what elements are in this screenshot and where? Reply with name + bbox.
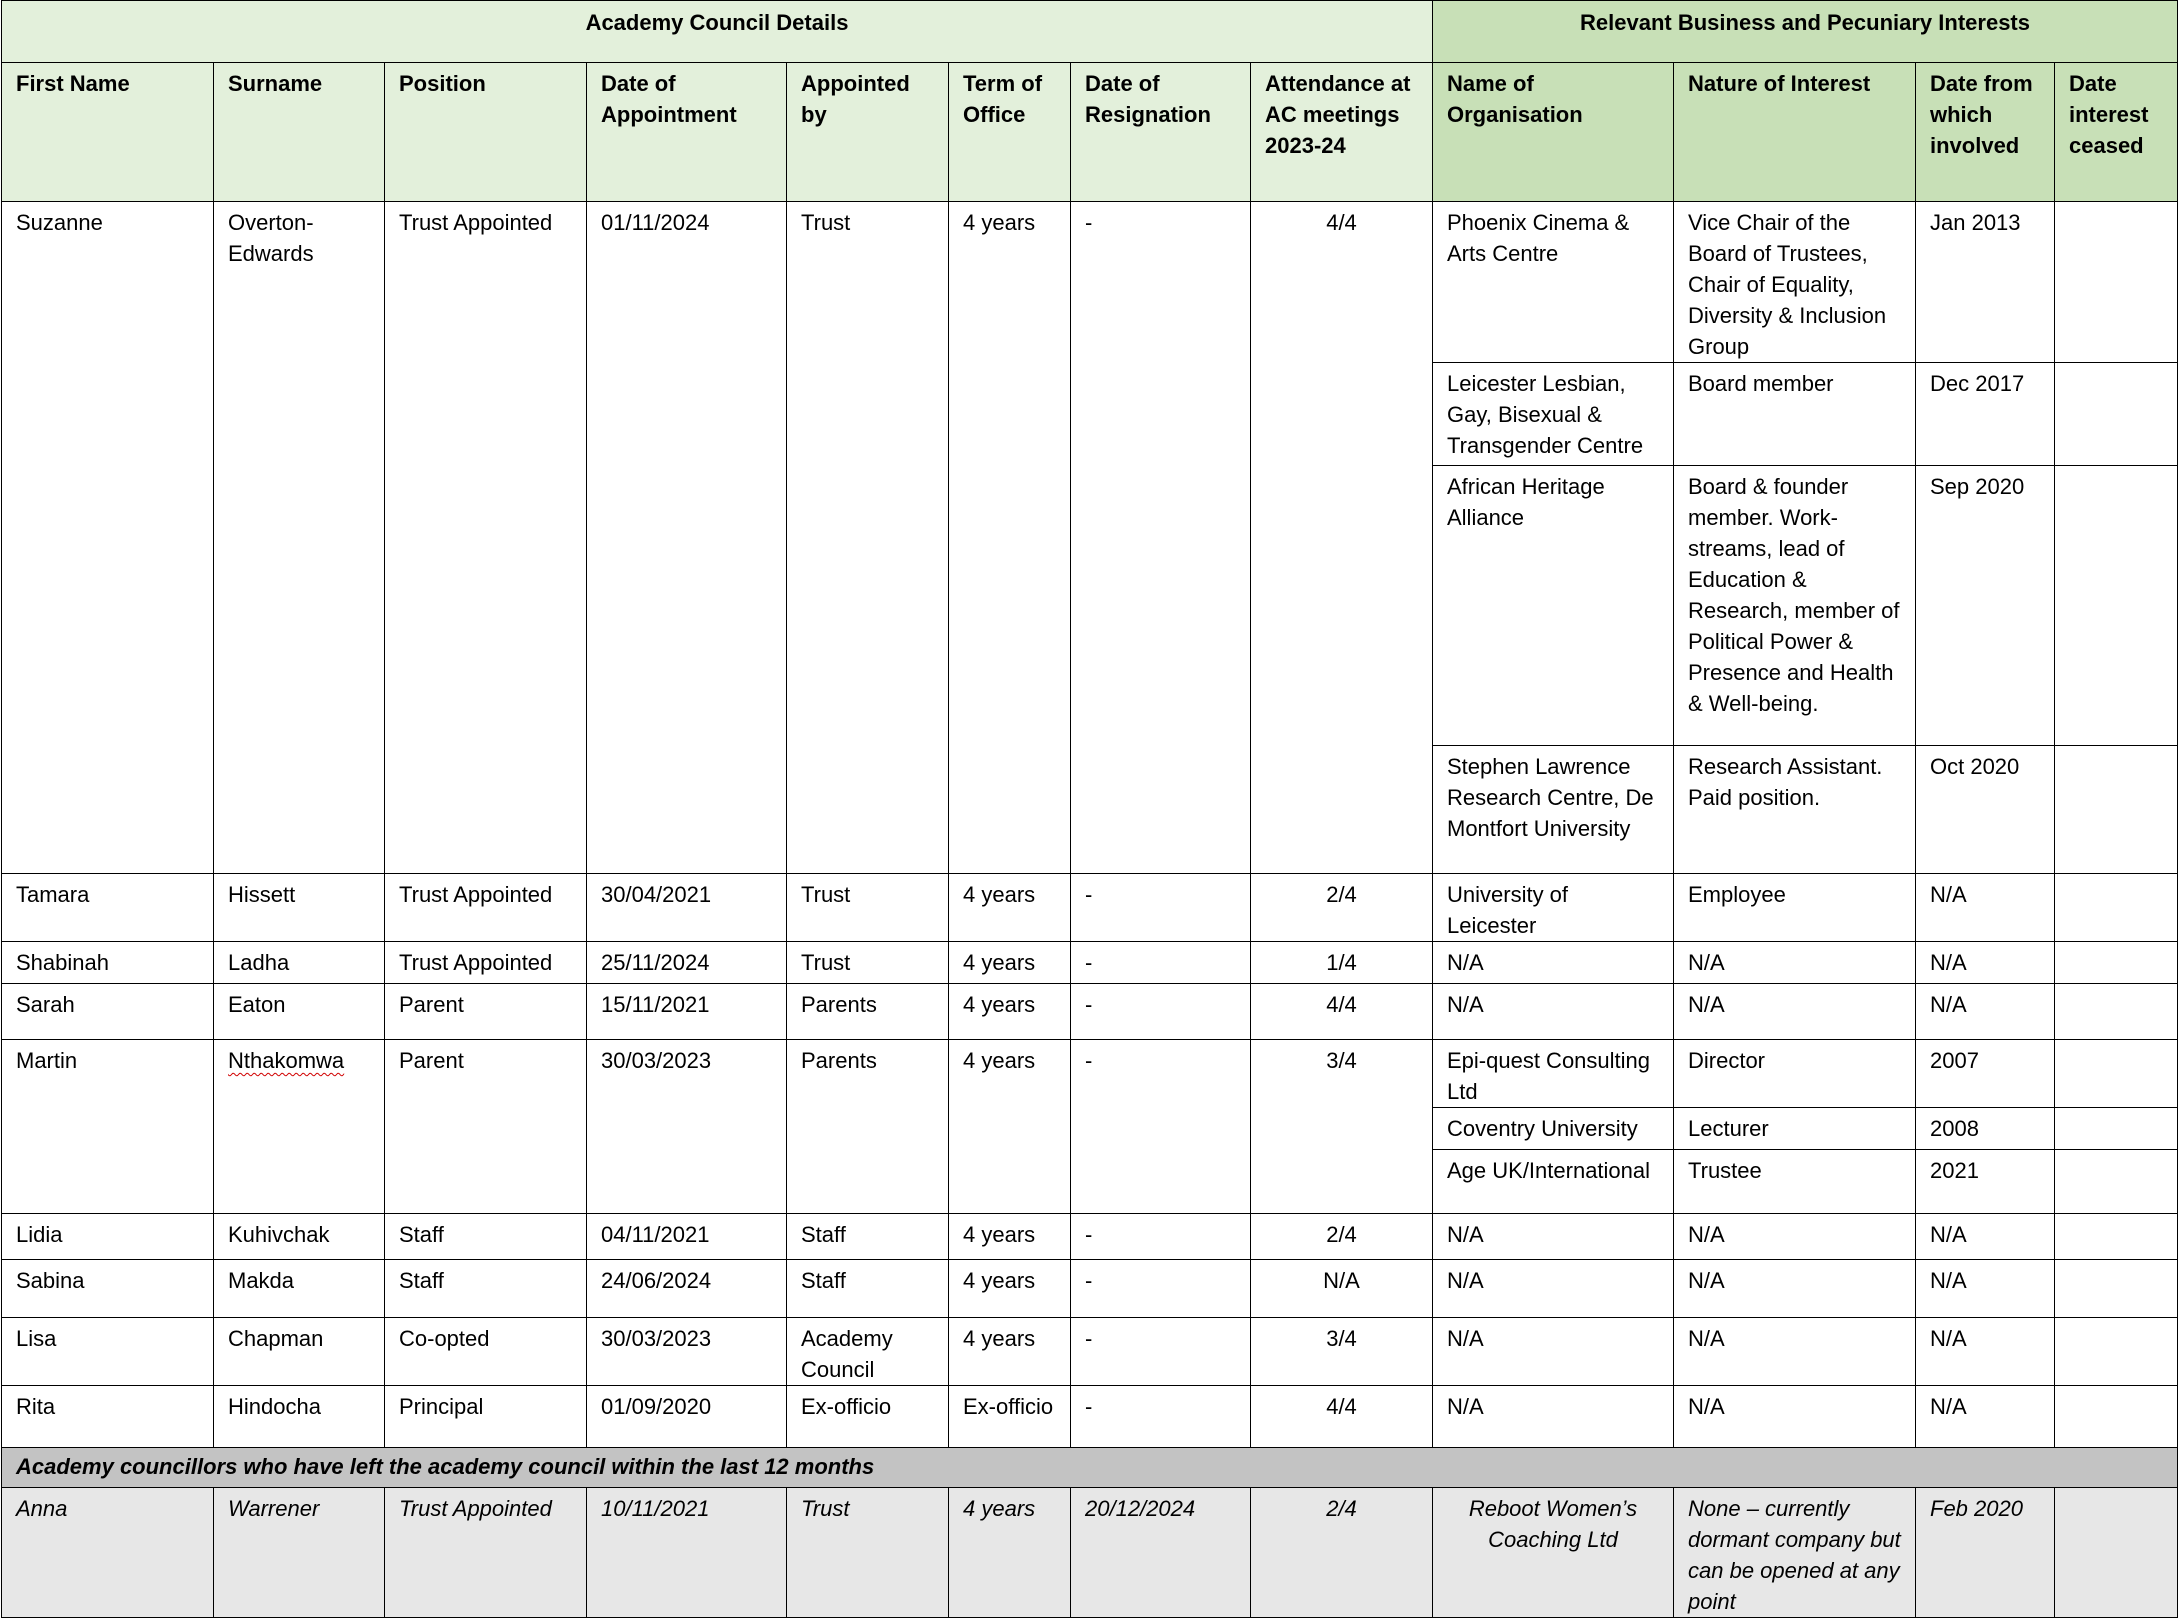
date-of-appointment-cell: 30/03/2023 bbox=[587, 1040, 787, 1214]
member-row bbox=[2, 984, 2178, 1040]
date-ceased-cell bbox=[2055, 1318, 2178, 1386]
date-ceased-cell bbox=[2055, 466, 2178, 746]
member-row bbox=[2, 942, 2178, 984]
date-of-resignation-cell: - bbox=[1071, 942, 1251, 984]
attendance-cell: 4/4 bbox=[1251, 984, 1433, 1040]
member-row bbox=[2, 874, 2178, 942]
date-ceased-cell bbox=[2055, 363, 2178, 466]
attendance-cell: 2/4 bbox=[1251, 1214, 1433, 1260]
date-ceased-cell bbox=[2055, 984, 2178, 1040]
header-organisation: Name of Organisation bbox=[1433, 63, 1674, 202]
term-of-office-cell: Ex-officio bbox=[949, 1386, 1071, 1448]
member-row bbox=[2, 202, 2178, 363]
nature-of-interest-cell: N/A bbox=[1674, 1318, 1916, 1386]
first-name-cell: Suzanne bbox=[2, 202, 214, 874]
header-date-of-appointment: Date of Appointment bbox=[587, 63, 787, 202]
organisation-cell: Phoenix Cinema & Arts Centre bbox=[1433, 202, 1674, 363]
date-of-resignation-cell: - bbox=[1071, 1318, 1251, 1386]
header-date-ceased: Date interest ceased bbox=[2055, 63, 2178, 202]
date-ceased-cell bbox=[2055, 1108, 2178, 1150]
position-cell: Staff bbox=[385, 1214, 587, 1260]
organisation-cell: N/A bbox=[1433, 1386, 1674, 1448]
column-header-row bbox=[2, 63, 2178, 202]
date-from-cell: N/A bbox=[1916, 874, 2055, 942]
member-row bbox=[2, 1040, 2178, 1108]
organisation-cell: Reboot Women’s Coaching Ltd bbox=[1433, 1488, 1674, 1618]
first-name-cell: Sabina bbox=[2, 1260, 214, 1318]
first-name-cell: Tamara bbox=[2, 874, 214, 942]
organisation-cell: Stephen Lawrence Research Centre, De Montfort University bbox=[1433, 746, 1674, 874]
organisation-cell: N/A bbox=[1433, 984, 1674, 1040]
surname-cell bbox=[214, 202, 385, 874]
appointed-by-cell: Ex-officio bbox=[787, 1386, 949, 1448]
header-appointed-by: Appointed by bbox=[787, 63, 949, 202]
nature-of-interest-cell: Employee bbox=[1674, 874, 1916, 942]
term-of-office-cell: 4 years bbox=[949, 942, 1071, 984]
surname-text: Makda bbox=[228, 1268, 295, 1293]
attendance-cell: 3/4 bbox=[1251, 1040, 1433, 1214]
date-from-cell: Sep 2020 bbox=[1916, 466, 2055, 746]
date-ceased-cell bbox=[2055, 1214, 2178, 1260]
date-of-appointment-cell: 30/04/2021 bbox=[587, 874, 787, 942]
member-row bbox=[2, 1386, 2178, 1448]
surname-cell bbox=[214, 942, 385, 984]
organisation-cell: Leicester Lesbian, Gay, Bisexual & Transgender Centre bbox=[1433, 363, 1674, 466]
surname-cell bbox=[214, 1488, 385, 1618]
date-ceased-cell bbox=[2055, 874, 2178, 942]
header-position: Position bbox=[385, 63, 587, 202]
organisation-cell: Coventry University bbox=[1433, 1108, 1674, 1150]
date-ceased-cell bbox=[2055, 202, 2178, 363]
surname-cell bbox=[214, 1214, 385, 1260]
attendance-cell: 2/4 bbox=[1251, 874, 1433, 942]
appointed-by-cell: Staff bbox=[787, 1260, 949, 1318]
date-of-appointment-cell: 04/11/2021 bbox=[587, 1214, 787, 1260]
date-of-appointment-cell: 01/11/2024 bbox=[587, 202, 787, 874]
surname-text: Chapman bbox=[228, 1326, 324, 1351]
appointed-by-cell: Trust bbox=[787, 1488, 949, 1618]
header-date-of-resignation: Date of Resignation bbox=[1071, 63, 1251, 202]
organisation-cell: Age UK/International bbox=[1433, 1150, 1674, 1214]
nature-of-interest-cell: Board member bbox=[1674, 363, 1916, 466]
organisation-cell: N/A bbox=[1433, 1318, 1674, 1386]
surname-cell bbox=[214, 1386, 385, 1448]
date-ceased-cell bbox=[2055, 1040, 2178, 1108]
term-of-office-cell: 4 years bbox=[949, 1214, 1071, 1260]
surname-text: Eaton bbox=[228, 992, 286, 1017]
date-of-resignation-cell: - bbox=[1071, 1214, 1251, 1260]
date-ceased-cell bbox=[2055, 942, 2178, 984]
appointed-by-cell: Trust bbox=[787, 942, 949, 984]
date-from-cell: N/A bbox=[1916, 1260, 2055, 1318]
date-of-appointment-cell: 01/09/2020 bbox=[587, 1386, 787, 1448]
organisation-cell: University of Leicester bbox=[1433, 874, 1674, 942]
academy-council-table bbox=[1, 0, 2178, 1618]
organisation-cell: N/A bbox=[1433, 1214, 1674, 1260]
first-name-cell: Anna bbox=[2, 1488, 214, 1618]
header-surname: Surname bbox=[214, 63, 385, 202]
surname-cell bbox=[214, 984, 385, 1040]
date-from-cell: N/A bbox=[1916, 942, 2055, 984]
nature-of-interest-cell: None – currently dormant company but can be opened at any point bbox=[1674, 1488, 1916, 1618]
date-ceased-cell bbox=[2055, 1260, 2178, 1318]
left-councillors-section-title: Academy councillors who have left the academy council within the last 12 months bbox=[2, 1448, 2178, 1488]
appointed-by-cell: Parents bbox=[787, 1040, 949, 1214]
date-ceased-cell bbox=[2055, 1488, 2178, 1618]
attendance-cell: 1/4 bbox=[1251, 942, 1433, 984]
date-from-cell: 2007 bbox=[1916, 1040, 2055, 1108]
position-cell: Trust Appointed bbox=[385, 942, 587, 984]
position-cell: Trust Appointed bbox=[385, 202, 587, 874]
position-cell: Co-opted bbox=[385, 1318, 587, 1386]
date-from-cell: 2021 bbox=[1916, 1150, 2055, 1214]
date-of-resignation-cell: - bbox=[1071, 1040, 1251, 1214]
surname-text: Ladha bbox=[228, 950, 290, 975]
organisation-cell: N/A bbox=[1433, 1260, 1674, 1318]
date-of-resignation-cell: - bbox=[1071, 202, 1251, 874]
date-from-cell: N/A bbox=[1916, 984, 2055, 1040]
date-from-cell: Dec 2017 bbox=[1916, 363, 2055, 466]
position-cell: Trust Appointed bbox=[385, 1488, 587, 1618]
nature-of-interest-cell: Trustee bbox=[1674, 1150, 1916, 1214]
nature-of-interest-cell: N/A bbox=[1674, 1260, 1916, 1318]
date-from-cell: 2008 bbox=[1916, 1108, 2055, 1150]
date-of-appointment-cell: 30/03/2023 bbox=[587, 1318, 787, 1386]
date-from-cell: N/A bbox=[1916, 1214, 2055, 1260]
first-name-cell: Sarah bbox=[2, 984, 214, 1040]
date-of-resignation-cell: - bbox=[1071, 874, 1251, 942]
position-cell: Staff bbox=[385, 1260, 587, 1318]
term-of-office-cell: 4 years bbox=[949, 1040, 1071, 1214]
attendance-cell: 4/4 bbox=[1251, 202, 1433, 874]
date-from-cell: Feb 2020 bbox=[1916, 1488, 2055, 1618]
first-name-cell: Martin bbox=[2, 1040, 214, 1214]
nature-of-interest-cell: Director bbox=[1674, 1040, 1916, 1108]
surname-text: Warrener bbox=[228, 1496, 320, 1521]
surname-cell bbox=[214, 1040, 385, 1214]
surname-text: Overton-Edwards bbox=[228, 210, 314, 266]
member-row bbox=[2, 1214, 2178, 1260]
nature-of-interest-cell: Research Assistant. Paid position. bbox=[1674, 746, 1916, 874]
date-ceased-cell bbox=[2055, 1386, 2178, 1448]
header-attendance: Attendance at AC meetings 2023-24 bbox=[1251, 63, 1433, 202]
attendance-cell: 2/4 bbox=[1251, 1488, 1433, 1618]
date-ceased-cell bbox=[2055, 1150, 2178, 1214]
header-first-name: First Name bbox=[2, 63, 214, 202]
appointed-by-cell: Parents bbox=[787, 984, 949, 1040]
member-row bbox=[2, 1488, 2178, 1618]
date-of-appointment-cell: 25/11/2024 bbox=[587, 942, 787, 984]
date-from-cell: Jan 2013 bbox=[1916, 202, 2055, 363]
nature-of-interest-cell: N/A bbox=[1674, 984, 1916, 1040]
term-of-office-cell: 4 years bbox=[949, 1488, 1071, 1618]
first-name-cell: Lidia bbox=[2, 1214, 214, 1260]
left-councillors-section-row bbox=[2, 1448, 2178, 1488]
term-of-office-cell: 4 years bbox=[949, 984, 1071, 1040]
appointed-by-cell: Staff bbox=[787, 1214, 949, 1260]
date-ceased-cell bbox=[2055, 746, 2178, 874]
council-details-heading: Academy Council Details bbox=[2, 1, 1433, 63]
member-row bbox=[2, 1260, 2178, 1318]
term-of-office-cell: 4 years bbox=[949, 1318, 1071, 1386]
date-of-appointment-cell: 24/06/2024 bbox=[587, 1260, 787, 1318]
interests-heading: Relevant Business and Pecuniary Interests bbox=[1433, 1, 2178, 63]
attendance-cell: 4/4 bbox=[1251, 1386, 1433, 1448]
date-from-cell: Oct 2020 bbox=[1916, 746, 2055, 874]
position-cell: Parent bbox=[385, 1040, 587, 1214]
header-nature-of-interest: Nature of Interest bbox=[1674, 63, 1916, 202]
date-of-resignation-cell: - bbox=[1071, 1386, 1251, 1448]
position-cell: Parent bbox=[385, 984, 587, 1040]
nature-of-interest-cell: N/A bbox=[1674, 942, 1916, 984]
member-row bbox=[2, 1318, 2178, 1386]
date-from-cell: N/A bbox=[1916, 1318, 2055, 1386]
header-date-from: Date from which involved bbox=[1916, 63, 2055, 202]
date-of-resignation-cell: 20/12/2024 bbox=[1071, 1488, 1251, 1618]
nature-of-interest-cell: Board & founder member. Work-streams, lead of Education & Research, member of Political Power & Presence and Health & Well-being. bbox=[1674, 466, 1916, 746]
attendance-cell: 3/4 bbox=[1251, 1318, 1433, 1386]
date-from-cell: N/A bbox=[1916, 1386, 2055, 1448]
date-of-resignation-cell: - bbox=[1071, 1260, 1251, 1318]
organisation-cell: African Heritage Alliance bbox=[1433, 466, 1674, 746]
nature-of-interest-cell: Vice Chair of the Board of Trustees, Chair of Equality, Diversity & Inclusion Group bbox=[1674, 202, 1916, 363]
position-cell: Principal bbox=[385, 1386, 587, 1448]
first-name-cell: Shabinah bbox=[2, 942, 214, 984]
surname-cell bbox=[214, 1260, 385, 1318]
nature-of-interest-cell: N/A bbox=[1674, 1214, 1916, 1260]
surname-cell bbox=[214, 874, 385, 942]
surname-text: Hindocha bbox=[228, 1394, 321, 1419]
surname-cell bbox=[214, 1318, 385, 1386]
term-of-office-cell: 4 years bbox=[949, 874, 1071, 942]
surname-text: Kuhivchak bbox=[228, 1222, 330, 1247]
date-of-appointment-cell: 15/11/2021 bbox=[587, 984, 787, 1040]
appointed-by-cell: Trust bbox=[787, 874, 949, 942]
nature-of-interest-cell: Lecturer bbox=[1674, 1108, 1916, 1150]
first-name-cell: Rita bbox=[2, 1386, 214, 1448]
term-of-office-cell: 4 years bbox=[949, 1260, 1071, 1318]
organisation-cell: N/A bbox=[1433, 942, 1674, 984]
nature-of-interest-cell: N/A bbox=[1674, 1386, 1916, 1448]
first-name-cell: Lisa bbox=[2, 1318, 214, 1386]
surname-text: Nthakomwa bbox=[228, 1048, 345, 1073]
date-of-resignation-cell: - bbox=[1071, 984, 1251, 1040]
organisation-cell: Epi-quest Consulting Ltd bbox=[1433, 1040, 1674, 1108]
surname-text: Hissett bbox=[228, 882, 296, 907]
date-of-appointment-cell: 10/11/2021 bbox=[587, 1488, 787, 1618]
position-cell: Trust Appointed bbox=[385, 874, 587, 942]
term-of-office-cell: 4 years bbox=[949, 202, 1071, 874]
attendance-cell: N/A bbox=[1251, 1260, 1433, 1318]
header-term-of-office: Term of Office bbox=[949, 63, 1071, 202]
appointed-by-cell: Trust bbox=[787, 202, 949, 874]
appointed-by-cell: Academy Council bbox=[787, 1318, 949, 1386]
